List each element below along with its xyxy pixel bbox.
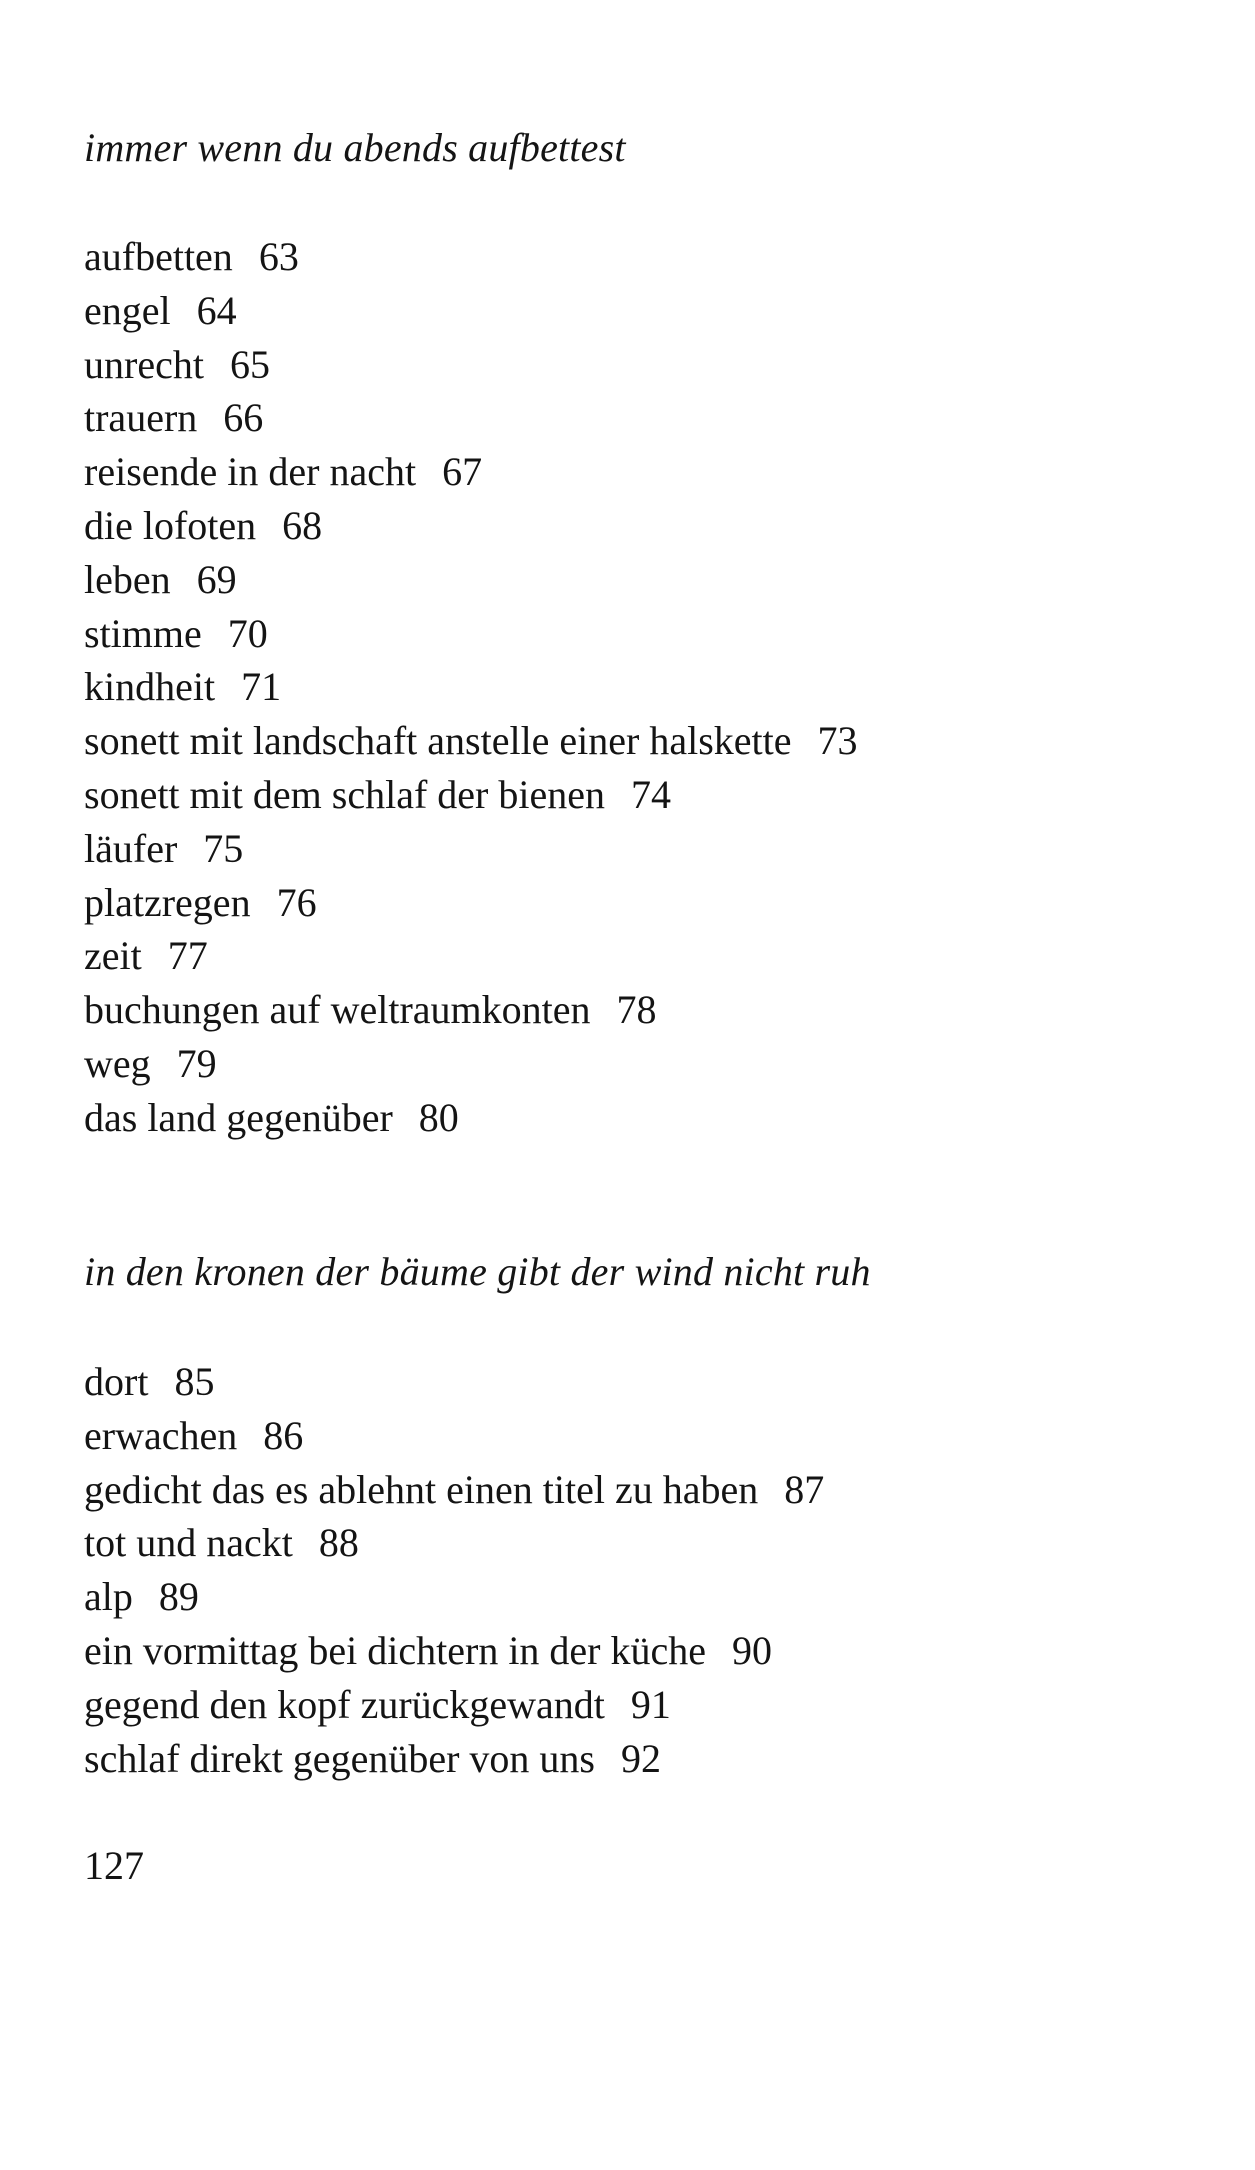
section-1-entries (84, 230, 858, 1145)
page-ref: 78 (616, 987, 657, 1033)
page-ref: 75 (203, 825, 244, 871)
page-ref: 85 (174, 1359, 215, 1404)
toc-entry (84, 1624, 824, 1678)
page-ref: 71 (241, 664, 282, 710)
page-ref: 73 (817, 718, 858, 764)
toc-entry (84, 1463, 824, 1517)
toc-entry (84, 1355, 824, 1409)
poem-title: gedicht das es ablehnt einen titel zu haben (84, 1466, 759, 1512)
page-ref: 76 (276, 879, 317, 925)
page-ref: 88 (318, 1520, 359, 1566)
toc-entry (84, 983, 858, 1037)
toc-entry (84, 607, 858, 661)
page-ref: 90 (732, 1627, 773, 1673)
toc-entry (84, 929, 858, 983)
poem-title: platzregen (84, 879, 251, 925)
poem-title: die lofoten (84, 502, 257, 548)
toc-entry (84, 660, 858, 714)
toc-entry (84, 768, 858, 822)
poem-title: läufer (84, 825, 178, 871)
page-ref: 70 (227, 610, 268, 656)
page-ref: 89 (158, 1574, 199, 1620)
page-ref: 87 (784, 1466, 825, 1512)
section-heading: in den kronen der bäume gibt der wind nicht ruh (84, 1249, 871, 1294)
page-ref: 63 (258, 234, 299, 279)
poem-title: schlaf direkt gegenüber von uns (84, 1735, 595, 1781)
toc-entry (84, 1570, 824, 1624)
page-ref: 92 (620, 1735, 661, 1781)
poem-title: leben (84, 556, 171, 602)
page-ref: 67 (442, 449, 483, 495)
section-heading: immer wenn du abends aufbettest (84, 125, 626, 170)
toc-entry (84, 284, 858, 338)
toc-entry (84, 1037, 858, 1091)
poem-title: erwachen (84, 1412, 238, 1458)
poem-title: sonett mit dem schlaf der bienen (84, 771, 605, 817)
page-number: 127 (84, 1843, 144, 1888)
poem-title: alp (84, 1574, 133, 1620)
page-ref: 64 (196, 287, 237, 333)
toc-entry (84, 230, 858, 284)
poem-title: das land gegenüber (84, 1094, 393, 1140)
poem-title: weg (84, 1040, 151, 1086)
page-ref: 65 (229, 341, 270, 387)
toc-entry (84, 876, 858, 930)
section-2-entries (84, 1355, 824, 1785)
toc-entry (84, 1516, 824, 1570)
page-ref: 79 (176, 1040, 217, 1086)
page-ref: 86 (263, 1412, 304, 1458)
poem-title: gegend den kopf zurückgewandt (84, 1681, 605, 1727)
page-ref: 91 (630, 1681, 671, 1727)
poem-title: aufbetten (84, 234, 233, 279)
poem-title: buchungen auf weltraumkonten (84, 987, 591, 1033)
poem-title: tot und nackt (84, 1520, 293, 1566)
toc-entry (84, 499, 858, 553)
toc-entry (84, 445, 858, 499)
toc-entry (84, 1409, 824, 1463)
page-ref: 66 (223, 395, 264, 441)
page-ref: 68 (282, 502, 323, 548)
poem-title: trauern (84, 395, 198, 441)
toc-entry (84, 338, 858, 392)
poem-title: ein vormittag bei dichtern in der küche (84, 1627, 707, 1673)
toc-entry (84, 391, 858, 445)
poem-title: stimme (84, 610, 202, 656)
poem-title: kindheit (84, 664, 216, 710)
page-ref: 80 (418, 1094, 459, 1140)
toc-entry (84, 1678, 824, 1732)
page-ref: 77 (167, 933, 208, 979)
toc-entry (84, 822, 858, 876)
toc-entry (84, 714, 858, 768)
toc-entry (84, 553, 858, 607)
toc-entry (84, 1732, 824, 1786)
poem-title: zeit (84, 933, 142, 979)
poem-title: sonett mit landschaft anstelle einer halskette (84, 718, 792, 764)
poem-title: unrecht (84, 341, 204, 387)
poem-title: reisende in der nacht (84, 449, 417, 495)
page-ref: 69 (196, 556, 237, 602)
poem-title: engel (84, 287, 171, 333)
page-ref: 74 (630, 771, 671, 817)
toc-entry (84, 1091, 858, 1145)
poem-title: dort (84, 1359, 149, 1404)
